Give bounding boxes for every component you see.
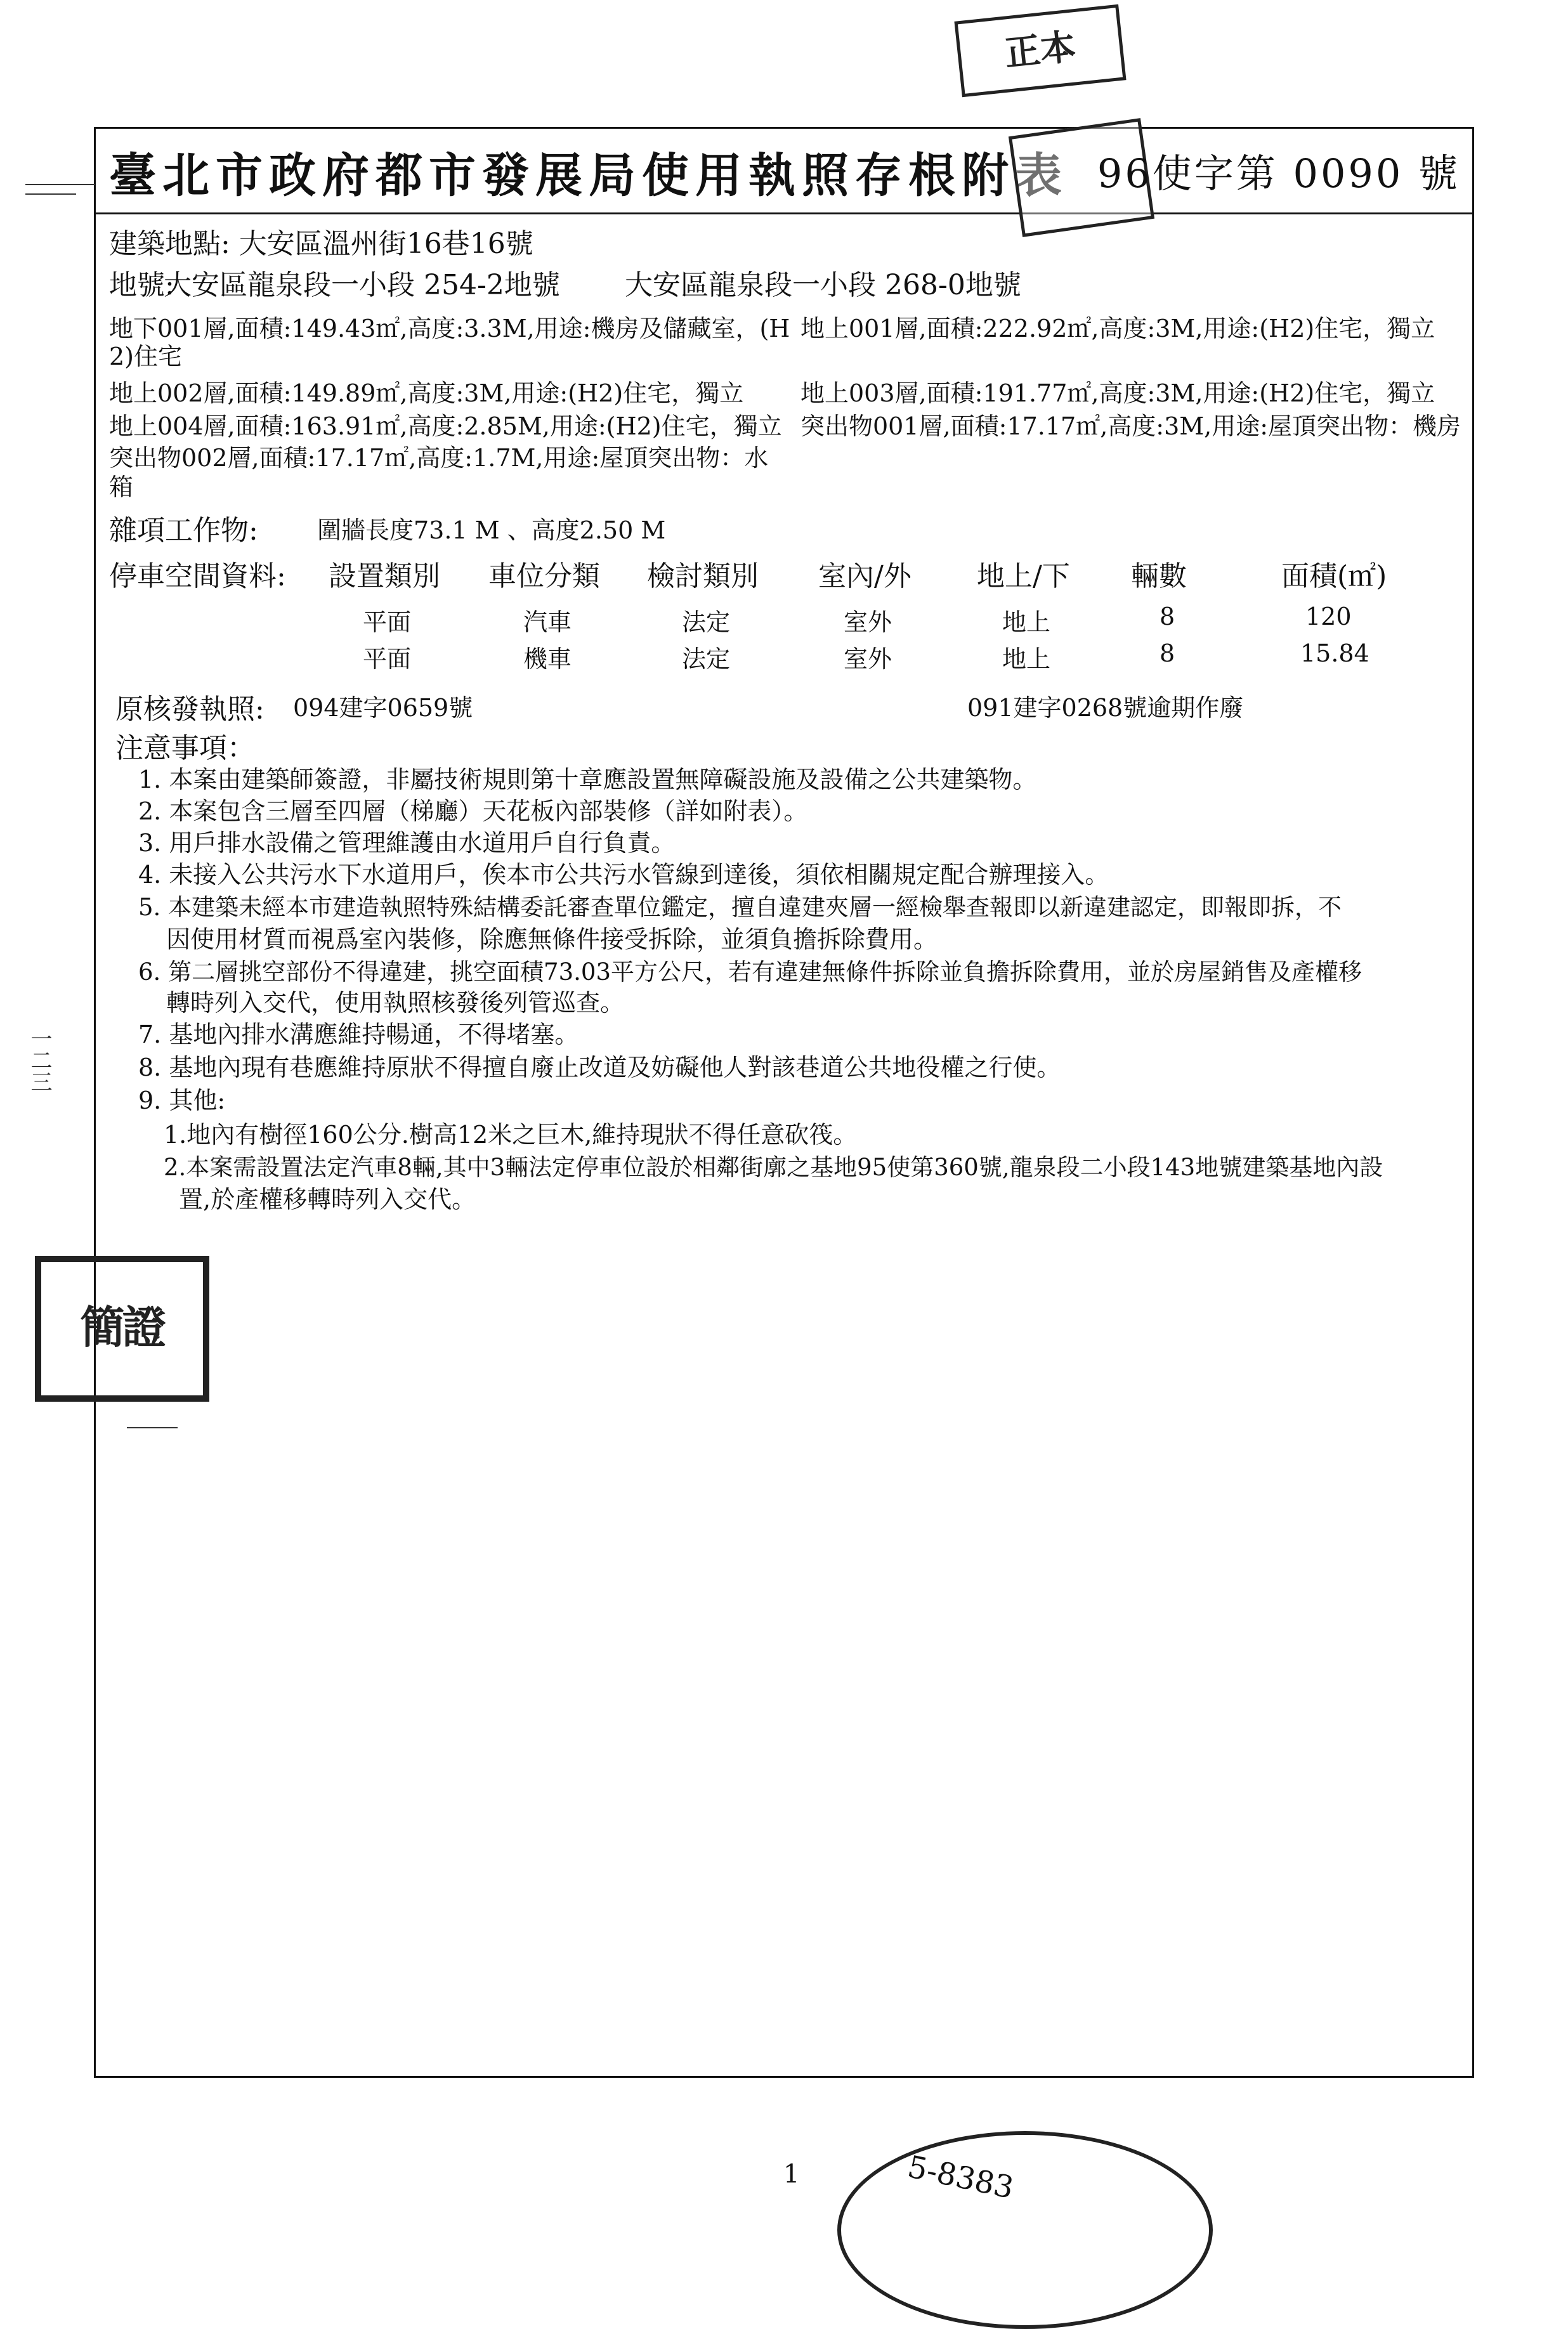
parking-header-area: 面積(㎡) xyxy=(1281,560,1387,592)
roof-r2: 突出物002層,面積:17.17㎡,高度:1.7M,用途:屋頂突出物：水 xyxy=(109,444,769,472)
scan-mark xyxy=(127,1427,178,1428)
original-license-value: 094建字0659號 xyxy=(293,694,473,722)
note-item: 3. 用戶排水設備之管理維護由水道用戶自行負責。 xyxy=(138,829,676,857)
note-sub-item: 2.本案需設置法定汽車8輛,其中3輛法定停車位設於相鄰街廓之基地95使第360號,龍泉段二小段143地號建築基地內設 xyxy=(164,1154,1383,1181)
note-item: 6. 第二層挑空部份不得違建，挑空面積73.03平方公尺，若有違建無條件拆除並負擔拆除費用，並於房屋銷售及產權移 xyxy=(138,958,1362,986)
notes-title: 注意事項： xyxy=(115,732,255,764)
page-number: 1 xyxy=(783,2160,800,2189)
floor-f3: 地上003層,面積:191.77㎡,高度:3M,用途:(H2)住宅，獨立 xyxy=(800,379,1435,407)
parking-cell: 地上 xyxy=(1002,645,1051,673)
original-license-note: 091建字0268號逾期作廢 xyxy=(967,694,1244,722)
title-divider xyxy=(94,212,1472,214)
parking-cell: 機車 xyxy=(523,645,572,673)
side-margin-mark: 一二三 xyxy=(27,1028,52,1092)
note-item: 2. 本案包含三層至四層（梯廳）天花板內部裝修（詳如附表）。 xyxy=(138,797,808,825)
note-item: 9. 其他: xyxy=(138,1086,226,1114)
parking-label: 停車空間資料: xyxy=(109,560,286,592)
misc-works-value: 圍牆長度73.1 M 、高度2.50 M xyxy=(317,516,666,544)
parking-cell: 8 xyxy=(1160,639,1175,667)
note-sub-item-cont: 置,於產權移轉時列入交代。 xyxy=(179,1185,476,1213)
note-item-cont: 因使用材質而視爲室內裝修，除應無條件接受拆除，並須負擔拆除費用。 xyxy=(166,925,938,953)
bottom-seal xyxy=(837,2131,1213,2329)
note-item-cont: 轉時列入交代，使用執照核發後列管巡查。 xyxy=(166,989,625,1017)
floor-b1: 地下001層,面積:149.43㎡,高度:3.3M,用途:機房及儲藏室，(H xyxy=(109,315,790,342)
parking-cell: 室外 xyxy=(844,608,892,636)
note-item: 4. 未接入公共污水下水道用戶，俟本市公共污水管線到達後，須依相關規定配合辦理接入。 xyxy=(138,861,1109,889)
permit-number: 96使字第 0090 號 xyxy=(1097,150,1460,197)
parking-cell: 汽車 xyxy=(523,608,572,636)
parking-cell: 法定 xyxy=(682,645,731,673)
roof-r1: 突出物001層,面積:17.17㎡,高度:3M,用途:屋頂突出物：機房 xyxy=(800,412,1461,440)
official-stamp-top: 正本 xyxy=(954,4,1126,98)
lot-label: 地號: xyxy=(109,269,174,301)
roof-r2-cont: 箱 xyxy=(109,473,134,501)
parking-cell: 120 xyxy=(1305,603,1352,630)
official-stamp-left: 簡證 xyxy=(35,1256,209,1402)
note-item: 8. 基地內現有巷應維持原狀不得擅自廢止改道及妨礙他人對該巷道公共地役權之行使。 xyxy=(138,1054,1061,1081)
parking-header-class: 車位分類 xyxy=(488,560,600,592)
lot-number-1: 大安區龍泉段一小段 254-2地號 xyxy=(164,269,560,301)
misc-works-label: 雜項工作物: xyxy=(109,514,258,547)
floor-f4: 地上004層,面積:163.91㎡,高度:2.85M,用途:(H2)住宅，獨立 xyxy=(109,412,782,440)
parking-cell: 8 xyxy=(1160,603,1175,630)
parking-header-inout: 室內/外 xyxy=(818,560,911,592)
parking-header-count: 輛數 xyxy=(1131,560,1187,592)
scan-mark xyxy=(25,184,95,185)
parking-cell: 平面 xyxy=(363,608,412,636)
parking-header-level: 地上/下 xyxy=(977,560,1070,592)
parking-cell: 法定 xyxy=(682,608,731,636)
note-item: 5. 本建築未經本市建造執照特殊結構委託審查單位鑑定，擅自違建夾層一經檢舉查報即以新違建認定，即報即拆，不 xyxy=(138,894,1342,921)
note-item: 7. 基地內排水溝應維持暢通，不得堵塞。 xyxy=(138,1021,579,1048)
floor-b1-cont: 2)住宅 xyxy=(109,342,183,370)
lot-number-2: 大安區龍泉段一小段 268-0地號 xyxy=(625,269,1021,301)
parking-header-review: 檢討類別 xyxy=(647,560,759,592)
note-sub-item: 1.地內有樹徑160公分.樹高12米之巨木,維持現狀不得任意砍筏。 xyxy=(164,1121,858,1149)
document-title: 臺北市政府都市發展局使用執照存根附表 xyxy=(109,148,1068,203)
original-license-label: 原核發執照: xyxy=(115,693,265,726)
note-item: 1. 本案由建築師簽證，非屬技術規則第十章應設置無障礙設施及設備之公共建築物。 xyxy=(138,766,1037,793)
parking-cell: 地上 xyxy=(1002,608,1051,636)
floor-f2: 地上002層,面積:149.89㎡,高度:3M,用途:(H2)住宅，獨立 xyxy=(109,379,744,407)
site-address: 建築地點: 大安區溫州街16巷16號 xyxy=(109,228,533,260)
bottom-seal-number: 5-8383 xyxy=(905,2149,1017,2206)
parking-cell: 平面 xyxy=(363,645,412,673)
scan-mark xyxy=(25,193,76,195)
parking-cell: 15.84 xyxy=(1300,639,1369,667)
parking-header-type: 設置類別 xyxy=(329,560,440,592)
parking-cell: 室外 xyxy=(844,645,892,673)
floor-f1: 地上001層,面積:222.92㎡,高度:3M,用途:(H2)住宅，獨立 xyxy=(800,315,1435,342)
